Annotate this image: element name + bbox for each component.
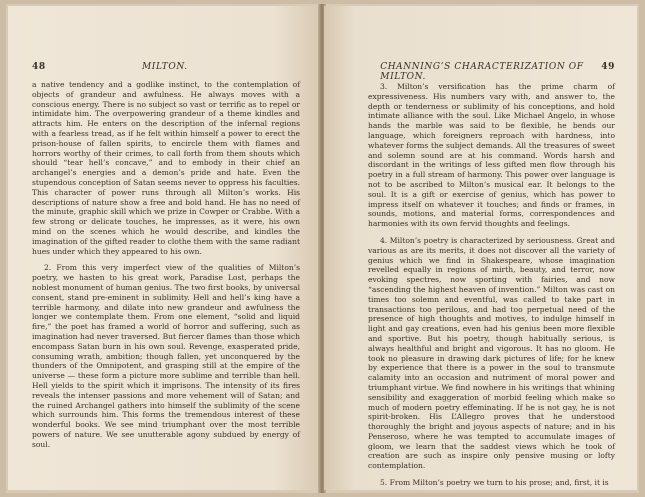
page-number: 48 [32,62,46,72]
right-page-body [368,82,615,488]
right-page-header [368,62,615,82]
paragraph: a native tendency and a godlike instinct, to the contemplation of objects of grandeur and awfulness. He always moves with a conscious energy. There is no subject so vast or terrific as to repel or intimidate him. The overpowering grandeur of a theme kindles and attracts him. He enters on the description of the infernal regions with a fearless tread, as if he felt within himself a power to erect the prison-house of fallen spirits, to encircle them with flames and horrors worthy of their crimes, to call forth from them shouts which should “tear hell’s concave,” and to embody in their chief an archangel’s energies and a demon’s pride and hate. Even the stupendous conception of Satan seems never to oppress his faculties. This character of power runs through all Milton’s works. His descriptions of nature show a free and bold hand. He has no need of the minute, graphic skill which we prize in Cowper or Crabbe. With a few strong or delicate touches, he impresses, as it were, his own mind on the scenes which he would describe, and kindles the imagination of the gifted reader to clothe them with the same radiant hues under which they appeared to his own. [32,80,300,256]
running-title: MILTON. [141,62,188,72]
left-page-body [32,80,300,449]
right-page [324,6,637,490]
left-page-header [32,62,298,72]
paragraph: 3. Milton’s versification has the prime charm of expressiveness. His numbers vary with, and answer to, the depth or tenderness or sublimity of his conceptions, and hold intimate alliance with the soul. Like Michael Angelo, in whose hands the marble was said to be flexible, he bends our language, which foreigners reproach with hardness, into whatever forms the subject demands. All the treasures of sweet and solemn sound are at his command. Words harsh and discordant in the writings of less gifted men flow through his poetry in a full stream of harmony. This power over language is not to be ascribed to Milton’s musical ear. It belongs to the soul. It is a gift or exercise of genius, which has power to impress itself on whatever it touches; and finds or frames, in sounds, motions, and material forms, correspondences and harmonies with its own fervid thoughts and feelings. [368,82,615,229]
paragraph: 4. Milton’s poetry is characterized by seriousness. Great and various as are its merits, it does not discover all the variety of genius which we find in Shakespeare, whose imagination revelled equally in regions of mirth, beauty, and terror, now evoking spectres, now sporting with fairies, and now “ascending the highest heaven of invention.” Milton was cast on times too solemn and eventful, was called to take part in transactions too perilous, and had too perpetual need of the presence of high thoughts and motives, to indulge himself in light and gay creations, even had his genius been more flexible and sportive. But his poetry, though habitually serious, is always healthful and bright and vigorous. It has no gloom. He took no pleasure in drawing dark pictures of life; for he knew by experience that there is a power in the soul to transmute calamity into an occasion and nutriment of moral power and triumphant virtue. We find nowhere in his writings that whining sensibility and exaggeration of morbid feeling which make so much of modern poetry effeminating. If he is not gay, he is not spirit-broken. His L’Allegro proves that he understood thoroughly the bright and joyous aspects of nature; and in his Penseroso, where he was tempted to accumulate images of gloom, we learn that the saddest views which he took of creation are such as inspire only pensive musing or lofty contemplation. [368,235,615,471]
open-book [6,4,639,493]
running-title: CHANNING’S CHARACTERIZATION OF MILTON. [380,62,584,82]
paragraph: 5. From Milton’s poetry we turn to his prose; and, first, it is [380,478,609,488]
page-number: 49 [601,62,615,72]
left-page [8,6,320,490]
paragraph: 2. From this very imperfect view of the qualities of Milton’s poetry, we hasten to his great work, Paradise Lost, perhaps the noblest monument of human genius. The two first books, by universal consent, stand pre-eminent in sublimity. Hell and hell’s king have a terrible harmony, and dilate into new grandeur and awfulness the longer we contemplate them. From one element, “solid and liquid fire,” the poet has framed a world of horror and suffering, such as imagination had never traversed. But fiercer flames than those which encompass Satan burn in his own soul. Revenge, exasperated pride, consuming wrath, ambition; though fallen, yet unconquered by the thunders of the Omnipotent, and grasping still at the empire of the universe — these form a picture more sublime and terrible than hell. Hell yields to the spirit which it imprisons. The intensity of its fires reveals the intenser passions and more vehement will of Satan; and the ruined Archangel gathers into himself the sublimity of the scene which surrounds him. This forms the tremendous interest of these wonderful books. We see mind triumphant over the most terrible powers of nature. We see unutterable agony subdued by energy of soul. [32,263,300,449]
